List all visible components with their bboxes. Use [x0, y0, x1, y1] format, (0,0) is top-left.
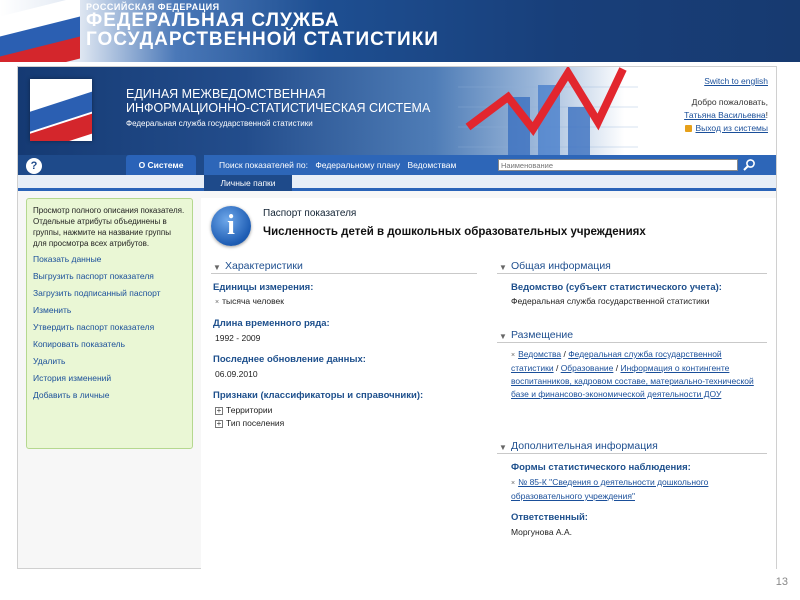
user-panel	[684, 75, 768, 135]
forms-value	[511, 476, 751, 503]
collapse-triangle-icon: ▼	[499, 443, 507, 452]
logout-link[interactable]: Выход из системы	[695, 123, 768, 133]
placement-link-education[interactable]: Образование	[560, 363, 614, 373]
app-title-line2: ИНФОРМАЦИОННО-СТАТИСТИЧЕСКАЯ СИСТЕМА	[126, 101, 431, 115]
forms-label: Формы статистического наблюдения:	[511, 462, 691, 473]
update-label: Последнее обновление данных:	[213, 354, 366, 365]
placement-link-info[interactable]: Информация о контингенте воспитанников, кадровом составе, материально-технической базе и финансово-экономической деятельности ДОУ	[511, 363, 754, 399]
range-value: 1992 - 2009	[215, 333, 261, 343]
responsible-value: Моргунова А.А.	[511, 527, 572, 537]
section-placement[interactable]	[497, 329, 767, 343]
chart-decoration	[448, 67, 648, 155]
sidebar-link-approve[interactable]: Утвердить паспорт показателя	[33, 322, 155, 332]
about-system-button[interactable]: О Системе	[126, 155, 196, 175]
form-85k-link[interactable]: № 85-К "Сведения о деятельности дошкольного образовательного учреждения"	[511, 477, 709, 501]
flag-logo	[30, 79, 92, 141]
bullet-icon: ×	[511, 480, 516, 487]
sidebar	[26, 198, 193, 449]
collapse-triangle-icon: ▼	[213, 263, 221, 272]
section-additional-info[interactable]	[497, 440, 767, 454]
search-input[interactable]	[498, 159, 738, 171]
flag-decoration	[0, 0, 80, 62]
user-name-link[interactable]: Татьяна Васильевна	[684, 110, 766, 120]
passport-title: Паспорт показателя	[263, 208, 357, 219]
help-icon[interactable]: ?	[26, 158, 42, 174]
sidebar-link-history[interactable]: История изменений	[33, 373, 112, 383]
user-suffix: !	[765, 110, 768, 120]
placement-path: × Ведомства / Федеральная служба государственной статистики / Образование / Информация о контингенте воспитанников, кадровом составе, материально-технической базе и финансово-экономической деятельности ДОУ	[511, 349, 754, 399]
slide-number: 13	[775, 576, 788, 588]
search-icon[interactable]	[742, 158, 756, 172]
expand-plus-icon[interactable]: +	[216, 418, 222, 428]
range-label: Длина временного ряда:	[213, 318, 330, 329]
sidebar-link-show-data[interactable]: Показать данные	[33, 254, 102, 264]
dept-value: Федеральная служба государственной статистики	[511, 296, 710, 306]
update-value: 06.09.2010	[215, 369, 258, 379]
attr-settlement-type[interactable]: + Тип поселения	[216, 418, 285, 428]
units-label: Единицы измерения:	[213, 282, 314, 293]
banner-line1: РОССИЙСКАЯ ФЕДЕРАЦИЯ	[86, 2, 220, 12]
section-characteristics[interactable]	[211, 260, 477, 274]
section-placement-title: Размещение	[511, 329, 574, 341]
section-characteristics-title: Характеристики	[225, 260, 303, 272]
bullet-icon: ×	[215, 299, 220, 306]
collapse-triangle-icon: ▼	[499, 332, 507, 341]
app-subtitle: Федеральная служба государственной статистики	[126, 119, 313, 128]
search-by-dept-link[interactable]: Ведомствам	[407, 160, 457, 170]
sidebar-link-export-passport[interactable]: Выгрузить паспорт показателя	[33, 271, 154, 281]
collapse-triangle-icon: ▼	[499, 263, 507, 272]
search-label	[219, 155, 456, 175]
banner-line2: ФЕДЕРАЛЬНАЯ СЛУЖБА	[86, 10, 340, 31]
indicator-name: Численность детей в дошкольных образовательных учреждениях	[263, 226, 646, 238]
responsible-label: Ответственный:	[511, 512, 588, 523]
app-title	[126, 87, 430, 131]
app-window	[17, 66, 777, 569]
sub-nav	[18, 175, 776, 191]
attrs-label: Признаки (классификаторы и справочники):	[213, 390, 424, 401]
app-header	[18, 67, 776, 155]
section-general-info-title: Общая информация	[511, 260, 611, 272]
welcome-text: Добро пожаловать,	[691, 97, 768, 107]
tab-personal-folders[interactable]: Личные папки	[204, 175, 292, 191]
sidebar-description: Просмотр полного описания показателя. Отдельные атрибуты объединены в группы, нажмите на название группы для просмотра всех атрибутов.	[33, 206, 185, 248]
placement-link-departments[interactable]: Ведомства	[518, 349, 562, 359]
bullet-icon: ×	[511, 352, 516, 359]
expand-plus-icon[interactable]: +	[216, 405, 222, 415]
units-value: × тысяча человек	[215, 296, 284, 306]
nav-bar	[18, 155, 776, 175]
dept-label: Ведомство (субъект статистического учета):	[511, 282, 722, 293]
sidebar-link-upload-signed[interactable]: Загрузить подписанный паспорт	[33, 288, 161, 298]
sidebar-link-add-personal[interactable]: Добавить в личные	[33, 390, 110, 400]
section-general-info[interactable]	[497, 260, 767, 274]
slide-banner	[0, 0, 800, 62]
app-title-line1: ЕДИНАЯ МЕЖВЕДОМСТВЕННАЯ	[126, 87, 326, 101]
info-icon: i	[211, 206, 251, 246]
search-by-plan-link[interactable]: Федеральному плану	[315, 160, 401, 170]
placement-link-rosstat[interactable]: Федеральная служба государственной статистики	[511, 349, 722, 373]
attr-territories[interactable]: + Территории	[216, 405, 273, 415]
main-content	[201, 198, 776, 570]
banner-line3: ГОСУДАРСТВЕННОЙ СТАТИСТИКИ	[86, 29, 439, 50]
search-bar	[204, 155, 776, 175]
lock-icon	[685, 125, 692, 132]
switch-language-link[interactable]: Switch to english	[704, 76, 768, 86]
sidebar-link-copy[interactable]: Копировать показатель	[33, 339, 126, 349]
sidebar-link-edit[interactable]: Изменить	[33, 305, 72, 315]
search-label-text: Поиск показателей по:	[219, 160, 308, 170]
section-additional-info-title: Дополнительная информация	[511, 440, 658, 452]
sidebar-link-delete[interactable]: Удалить	[33, 356, 66, 366]
